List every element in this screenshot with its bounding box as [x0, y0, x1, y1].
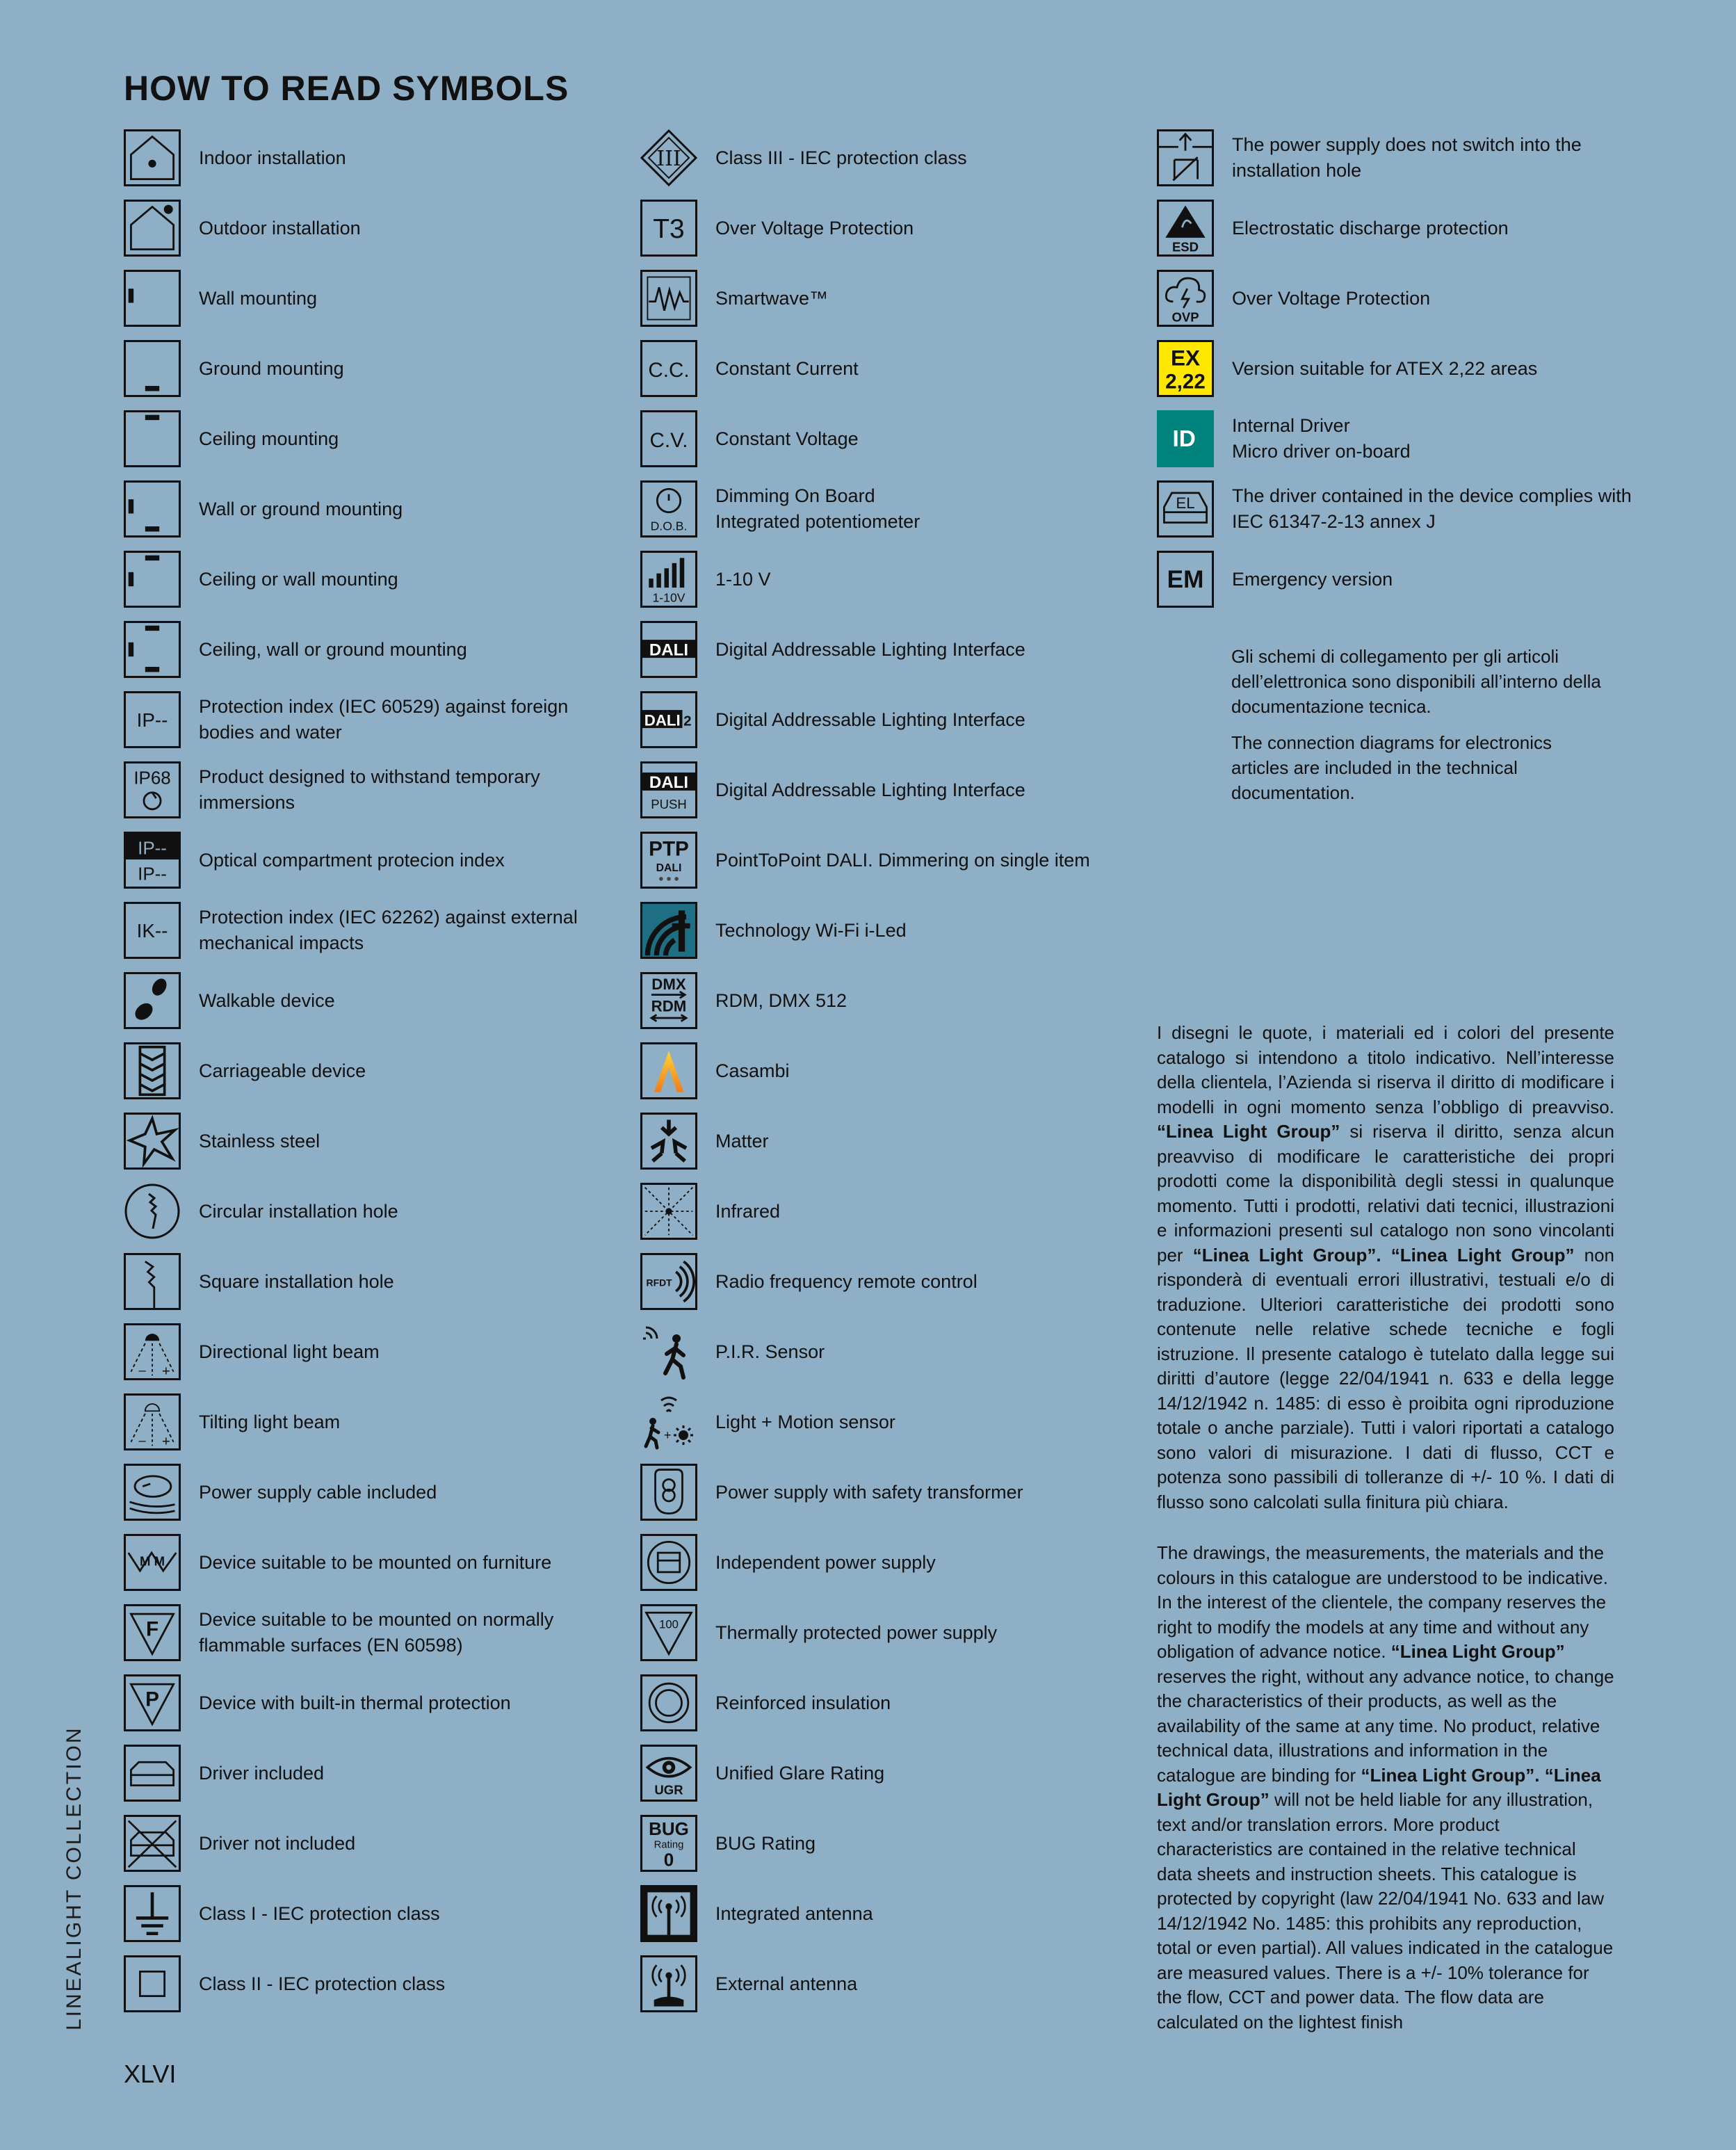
symbol-row [124, 129, 610, 200]
icon-text: DALI [649, 640, 689, 660]
symbol-label: Power supply cable included [199, 1481, 437, 1503]
carriageable-tire-icon [124, 1042, 181, 1099]
symbol-label: Internal Driver Micro driver on-board [1232, 415, 1411, 462]
dali-2-icon [640, 691, 697, 748]
icon-text: C.V. [649, 429, 688, 453]
power-cable-icon [124, 1464, 181, 1521]
svg-text:+: + [664, 1428, 672, 1442]
symbol-row [640, 1604, 1127, 1674]
icon-text: DALI [656, 862, 682, 874]
icon-text: ID [1172, 426, 1196, 453]
icon-text: IP-- [136, 709, 168, 732]
symbol-label: Protection index (IEC 62262) against external mechanical impacts [199, 907, 578, 953]
icon-text: IP68 [133, 768, 171, 789]
symbol-label: PointToPoint DALI. Dimmering on single item [715, 849, 1090, 871]
symbol-label: Technology Wi-Fi i-Led [715, 919, 907, 941]
symbol-label: Matter [715, 1130, 769, 1151]
symbol-label: Directional light beam [199, 1341, 380, 1362]
flammable-f-icon [124, 1604, 181, 1661]
symbol-label: Electrostatic discharge protection [1232, 217, 1509, 239]
symbol-row [124, 1393, 610, 1464]
thermally-protected-100-icon [640, 1604, 697, 1661]
symbol-label: Circular installation hole [199, 1200, 398, 1222]
symbol-row [124, 1113, 610, 1183]
atex-ex-icon [1157, 340, 1214, 397]
symbol-row [640, 1885, 1127, 1955]
light-motion-sensor-icon [640, 1393, 697, 1450]
symbol-label: Digital Addressable Lighting Interface [715, 779, 1025, 800]
symbol-label: Independent power supply [715, 1551, 936, 1573]
symbol-label: Class II - IEC protection class [199, 1973, 446, 1994]
symbol-row [1157, 270, 1644, 340]
disclaimer-text: will not be held liable for any illustration, text and/or translation errors. More product characteristics are contained in the relative technical data sheets and instruction sheets. This catalogue is protected by copyright (law 22/04/1941 No. 633 and law 14/12/1942 No. 1485: this prohibits any reproduction, total or even partial). All values indicated in the catalogue are measured values. There is a +/- 10% tolerance for the flow, CCT and power data. The flow data are calculated on the lightest finish [1157, 1789, 1614, 2032]
symbol-row [124, 1674, 610, 1745]
icon-text: Rating [654, 1839, 684, 1851]
independent-power-supply-icon [640, 1534, 697, 1591]
symbol-label: Ceiling mounting [199, 428, 339, 449]
icon-text: F [145, 1617, 159, 1641]
symbol-row [640, 129, 1127, 200]
safety-transformer-icon [640, 1464, 697, 1521]
driver-not-included-icon [124, 1815, 181, 1872]
symbol-row [124, 1955, 610, 2026]
symbol-row [124, 270, 610, 340]
dimming-on-board-icon [640, 480, 697, 538]
icon-text: C.C. [648, 359, 690, 382]
symbol-label: Driver included [199, 1762, 325, 1784]
dmx-rdm-icon [640, 972, 697, 1029]
circular-hole-saw-icon [124, 1183, 181, 1240]
icon-text: 2,22 [1165, 370, 1206, 394]
symbol-row [640, 1393, 1127, 1464]
symbol-label: Reinforced insulation [715, 1692, 891, 1713]
symbol-row [124, 480, 610, 551]
disclaimer-text: I disegni le quote, i materiali ed i colori del presente catalogo si intendono a titolo indicativo. Nell’interesse della clientela, l’Azienda si riserva il diritto di modificare i modelli in ogni momento senza l’obbligo di preavviso. [1157, 1022, 1614, 1117]
page-number: XLVI [124, 2060, 177, 2088]
symbol-row [124, 832, 610, 902]
class-i-earth-icon [124, 1885, 181, 1942]
icon-text: IP-- [138, 839, 167, 859]
outdoor-installation-icon [124, 200, 181, 257]
symbol-label: RDM, DMX 512 [715, 989, 847, 1011]
icon-text: EL [1176, 494, 1195, 512]
icon-text: 1-10V [652, 590, 686, 605]
pir-sensor-icon [640, 1323, 697, 1380]
wifi-iled-icon [640, 902, 697, 959]
brand-name: “Linea Light Group” [1157, 1121, 1340, 1142]
symbol-row [1157, 200, 1644, 270]
internal-driver-id-icon [1157, 410, 1214, 467]
symbol-label: Power supply with safety transformer [715, 1481, 1023, 1503]
symbol-label: Device suitable to be mounted on furniture [199, 1551, 552, 1573]
icon-text: D.O.B. [650, 519, 688, 533]
symbol-row [640, 972, 1127, 1042]
symbol-label: Radio frequency remote control [715, 1270, 977, 1292]
wall-mounting-icon [124, 270, 181, 327]
symbol-row [640, 1464, 1127, 1534]
symbol-row [124, 1183, 610, 1253]
icon-text: P [145, 1688, 159, 1711]
svg-text:–: – [138, 1432, 146, 1448]
icon-text: T3 [653, 213, 685, 244]
icon-text: EM [1167, 566, 1204, 594]
symbol-row [640, 1745, 1127, 1815]
symbol-label: The power supply does not switch into the installation hole [1232, 134, 1582, 181]
icon-text: RFDT [646, 1277, 672, 1288]
symbol-label: P.I.R. Sensor [715, 1341, 825, 1362]
symbol-label: Ceiling, wall or ground mounting [199, 638, 467, 660]
brand-name: “Linea Light Group”. “Linea Light Group” [1157, 1764, 1601, 1810]
symbol-label: Indoor installation [199, 147, 346, 168]
symbol-row [124, 972, 610, 1042]
symbol-row [1157, 410, 1644, 480]
brand-name: “Linea Light Group”. “Linea Light Group” [1192, 1244, 1575, 1266]
symbol-label: Square installation hole [199, 1270, 394, 1292]
symbol-label: External antenna [715, 1973, 858, 1994]
symbol-row [124, 551, 610, 621]
symbol-label: Smartwave™ [715, 287, 829, 309]
icon-text: IP-- [138, 864, 167, 884]
page-title: HOW TO READ SYMBOLS [124, 69, 569, 108]
symbol-label: Emergency version [1232, 568, 1393, 590]
symbol-label: Optical compartment protecion index [199, 849, 505, 871]
icon-text: DALI [644, 711, 681, 729]
ovp-icon [1157, 270, 1214, 327]
icon-text: RDM [651, 997, 687, 1015]
connection-note-it: Gli schemi di collegamento per gli articoli dell’elettronica sono disponibili all’interno della documentazione tecnica. [1231, 646, 1601, 717]
symbol-row [1157, 551, 1644, 621]
symbol-label: Walkable device [199, 989, 335, 1011]
symbols-column-1 [124, 129, 610, 2026]
icon-text: DMX [651, 976, 686, 994]
tilting-beam-icon [124, 1393, 181, 1450]
svg-text:–: – [138, 1362, 146, 1377]
symbol-row [124, 902, 610, 972]
symbol-label: Casambi [715, 1060, 790, 1081]
symbol-label: Ceiling or wall mounting [199, 568, 398, 590]
symbol-row [124, 200, 610, 270]
svg-text:+: + [161, 1434, 170, 1448]
disclaimer-text: si riserva il diritto, senza alcun preavviso di modificare le caratteristiche dei propri prodotti come la disponibilità degli stessi in qualunque momento. Tutti i prodotti, relativi dati tecnici, illustrazioni e informazioni presenti sul catalogo non sono vincolanti per [1157, 1121, 1614, 1266]
symbol-row [640, 1815, 1127, 1885]
symbol-row [124, 1534, 610, 1604]
symbol-label: Constant Voltage [715, 428, 859, 449]
symbol-row [124, 1815, 610, 1885]
symbol-row [640, 340, 1127, 410]
symbol-row [124, 1464, 610, 1534]
disclaimer-text: non risponderà di eventuali errori illustrativi, testuali e/o di traduzione. Ulteriori caratteristiche dei prodotti sono contenute nelle relative schede tecniche e fogli istruzione. Il presente catalogo è tutelato dalla legge sui diritti d’autore (legge 22/04/1941 n. 633 e della legge 14/12/1942 n. 1485: di esso è proibita ogni riproduzione totale o anche parziale). Tutti i valori riportati a catalogo sono valori di misurazione. I dati di flusso, CCT e potenza sono passibili di tolleranze di +/- 10 %. I dati di flusso sono calcolati sulla finitura più chiara. [1157, 1244, 1615, 1512]
svg-text:+: + [161, 1364, 170, 1378]
class-ii-square-icon [124, 1955, 181, 2012]
brand-name: “Linea Light Group” [1390, 1641, 1565, 1662]
1-10v-icon [640, 551, 697, 608]
symbol-label: Outdoor installation [199, 217, 361, 239]
icon-text: EX [1170, 345, 1201, 371]
symbol-label: Wall or ground mounting [199, 498, 403, 519]
dali-push-icon [640, 761, 697, 818]
disclaimer-text: reserves the right, without any advance notice, to change the characteristics of their products, as well as the availability of the same at any time. No product, relative technical data, illustrations and information in the catalogue are binding for [1157, 1665, 1614, 1786]
matter-icon [640, 1113, 697, 1170]
icon-text: UGR [654, 1782, 683, 1797]
symbol-row [640, 1253, 1127, 1323]
ceiling-or-wall-mounting-icon [124, 551, 181, 608]
optical-compartment-ip-icon [124, 832, 181, 889]
constant-current-icon [640, 340, 697, 397]
ceiling-wall-ground-mounting-icon [124, 621, 181, 678]
symbol-row [640, 200, 1127, 270]
symbol-row [640, 1113, 1127, 1183]
bug-rating-icon [640, 1815, 697, 1872]
symbol-row [124, 691, 610, 761]
smartwave-icon [640, 270, 697, 327]
symbol-label: Digital Addressable Lighting Interface [715, 638, 1025, 660]
ground-mounting-icon [124, 340, 181, 397]
symbol-label: Integrated antenna [715, 1902, 873, 1924]
symbol-row [640, 691, 1127, 761]
symbol-row [640, 1183, 1127, 1253]
symbol-row [640, 902, 1127, 972]
symbol-label: Over Voltage Protection [1232, 287, 1431, 309]
icon-text: DALI [649, 773, 689, 793]
symbol-row [124, 410, 610, 480]
symbol-row [124, 1885, 610, 1955]
symbol-label: 1-10 V [715, 568, 771, 590]
symbol-label: Dimming On Board Integrated potentiometer [715, 485, 920, 532]
directional-beam-icon [124, 1323, 181, 1380]
walkable-footprints-icon [124, 972, 181, 1029]
thermal-protection-p-icon [124, 1674, 181, 1731]
icon-text: IK-- [136, 920, 168, 942]
ceiling-mounting-icon [124, 410, 181, 467]
symbol-label: BUG Rating [715, 1832, 816, 1854]
symbol-row [640, 480, 1127, 551]
symbol-label: Protection index (IEC 60529) against foreign bodies and water [199, 696, 569, 743]
symbol-label: Version suitable for ATEX 2,22 areas [1232, 357, 1538, 379]
symbol-row [640, 1534, 1127, 1604]
casambi-icon [640, 1042, 697, 1099]
icon-text: M M [140, 1553, 165, 1569]
symbol-label: Class I - IEC protection class [199, 1902, 440, 1924]
connection-note-en: The connection diagrams for electronics articles are included in the technical documentation. [1231, 732, 1552, 803]
ptp-dali-icon [640, 832, 697, 889]
no-switch-hole-icon [1157, 129, 1214, 186]
symbols-column-2 [640, 129, 1127, 2026]
class-iii-diamond-icon [640, 129, 697, 186]
symbol-label: Tilting light beam [199, 1411, 341, 1432]
furniture-mm-icon [124, 1534, 181, 1591]
ip68-immersion-icon [124, 761, 181, 818]
collection-sidebar-label: LINEALIGHT COLLECTION [63, 1726, 86, 2030]
symbol-row [640, 1955, 1127, 2026]
symbol-label: Class III - IEC protection class [715, 147, 967, 168]
symbol-row [640, 410, 1127, 480]
symbols-column-3 [1157, 129, 1644, 621]
icon-text: BUG [649, 1819, 689, 1839]
icon-text: PUSH [651, 796, 687, 811]
rfdt-icon [640, 1253, 697, 1310]
symbol-row [124, 1323, 610, 1393]
svg-text:III: III [656, 147, 681, 171]
symbol-label: Product designed to withstand temporary immersions [199, 766, 540, 813]
symbol-row [640, 270, 1127, 340]
disclaimer-it [1157, 1021, 1614, 1514]
external-antenna-icon [640, 1955, 697, 2012]
symbol-row [640, 551, 1127, 621]
symbol-row [124, 1745, 610, 1815]
symbol-row [1157, 340, 1644, 410]
stainless-steel-star-icon [124, 1113, 181, 1170]
symbol-label: Digital Addressable Lighting Interface [715, 709, 1025, 730]
symbol-label: Thermally protected power supply [715, 1622, 998, 1643]
symbol-label: Device with built-in thermal protection [199, 1692, 511, 1713]
symbol-label: Driver not included [199, 1832, 356, 1854]
symbol-row [124, 1253, 610, 1323]
symbol-row [640, 761, 1127, 832]
symbol-label: Over Voltage Protection [715, 217, 914, 239]
integrated-antenna-icon [640, 1885, 697, 1942]
disclaimer-en [1157, 1541, 1614, 2035]
symbol-row [124, 761, 610, 832]
constant-voltage-icon [640, 410, 697, 467]
symbol-row [640, 621, 1127, 691]
dali-icon [640, 621, 697, 678]
symbol-row [1157, 129, 1644, 200]
symbol-row [640, 1674, 1127, 1745]
symbol-label: Wall mounting [199, 287, 318, 309]
symbol-label: Light + Motion sensor [715, 1411, 895, 1432]
icon-text: ESD [1171, 239, 1199, 254]
symbol-label: Device suitable to be mounted on normally flammable surfaces (EN 60598) [199, 1609, 554, 1656]
symbol-label: Carriageable device [199, 1060, 366, 1081]
icon-text: 2 [683, 713, 692, 729]
symbol-row [640, 1323, 1127, 1393]
ik-impact-index-icon [124, 902, 181, 959]
ugr-eye-icon [640, 1745, 697, 1802]
icon-text: OVP [1171, 309, 1199, 325]
emergency-em-icon [1157, 551, 1214, 608]
symbol-label: Ground mounting [199, 357, 344, 379]
symbol-label: Stainless steel [199, 1130, 321, 1151]
t3-icon [640, 200, 697, 257]
symbol-label: Constant Current [715, 357, 859, 379]
disclaimer-text: The drawings, the measurements, the materials and the colours in this catalogue are understood to be indicative. In the interest of the clientele, the company reserves the right to modify the models at any time and without any obligation of advance notice. [1157, 1542, 1608, 1662]
symbol-row [124, 1042, 610, 1113]
esd-icon [1157, 200, 1214, 257]
indoor-installation-icon [124, 129, 181, 186]
reinforced-insulation-icon [640, 1674, 697, 1731]
symbol-row [124, 340, 610, 410]
symbol-label: Unified Glare Rating [715, 1762, 885, 1784]
icon-text: 0 [663, 1850, 674, 1870]
symbol-label: The driver contained in the device complies with IEC 61347-2-13 annex J [1232, 485, 1632, 532]
driver-included-icon [124, 1745, 181, 1802]
symbol-label: Infrared [715, 1200, 781, 1222]
symbol-row [124, 621, 610, 691]
icon-text: 100 [659, 1617, 679, 1631]
symbol-row [1157, 480, 1644, 551]
square-hole-saw-icon [124, 1253, 181, 1310]
el-driver-icon [1157, 480, 1214, 538]
wall-or-ground-mounting-icon [124, 480, 181, 538]
infrared-icon [640, 1183, 697, 1240]
symbol-row [640, 1042, 1127, 1113]
symbol-row [640, 832, 1127, 902]
ip-protection-index-icon [124, 691, 181, 748]
icon-text: PTP [649, 837, 689, 861]
symbol-row [124, 1604, 610, 1674]
